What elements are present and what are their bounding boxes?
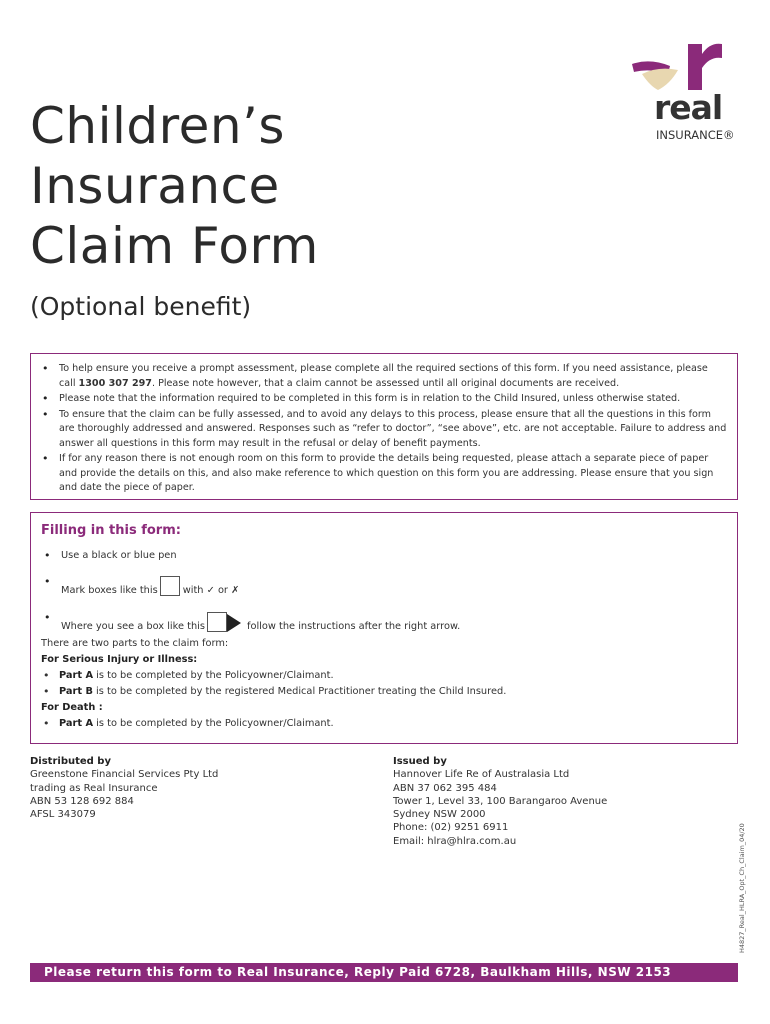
arrow-instruction: • Where you see a box like this follow the instructions after the right arrow. [41, 612, 727, 628]
parts-section [41, 636, 727, 732]
title-line-1: Children’s [30, 97, 285, 155]
part-b-line: • Part B is to be completed by the registered Medical Practitioner treating the Child Insured. [41, 684, 727, 700]
issued-by: Issued by Hannover Life Re of Australasia Ltd ABN 37 062 395 484 Tower 1, Level 33, 100 Barangaroo Avenue Sydney NSW 2000 Phone: (02) 9251 6911 Email: hlra@hlra.com.au [393, 756, 608, 847]
logo-subtext: INSURANCE® [656, 128, 735, 142]
title-line-2: Insurance [30, 157, 280, 215]
return-footer: Please return this form to Real Insurance, Reply Paid 6728, Baulkham Hills, NSW 2153 [30, 963, 738, 982]
title-line-3: Claim Form [30, 217, 319, 275]
filling-heading: Filling in this form: [41, 523, 181, 538]
intro-box [30, 353, 738, 500]
mark-instruction: • Mark boxes like this with ✓ or ✗ [41, 576, 727, 592]
two-parts-text: There are two parts to the claim form: [41, 638, 229, 649]
document-code: H4827_Real_HLRA_Opt_Ch_Claim_04/20 [738, 823, 746, 953]
pen-instruction: • Use a black or blue pen [41, 550, 727, 566]
sample-checkbox-icon [160, 576, 180, 596]
logo-wordmark: real [654, 88, 723, 127]
sample-box-icon [207, 612, 227, 632]
death-part-a-line: • Part A is to be completed by the Policyowner/Claimant. [41, 716, 727, 732]
intro-bullet: • Please note that the information required to be completed in this form is in relation to the Child Insured, unless otherwise stated. [39, 392, 727, 407]
intro-bullet: • To ensure that the claim can be fully assessed, and to avoid any delays to this process, please ensure that all the questions in this form are thoroughly addressed and answered. Responses such as “refer to doctor”, “see above”, etc. are not acceptable. Failure to address and answer all questions in this form may result in the refusal or delay of benefit payments. [39, 408, 727, 452]
page-subtitle: (Optional benefit) [30, 292, 252, 321]
serious-heading: For Serious Injury or Illness: [41, 654, 198, 665]
intro-bullet: • To help ensure you receive a prompt assessment, please complete all the required sections of this form. If you need assistance, please call 1300 307 297. Please note however, that a claim cannot be assessed until all original documents are received. [39, 362, 727, 391]
distributed-by: Distributed by Greenstone Financial Services Pty Ltd trading as Real Insurance ABN 53 128 692 884 AFSL 343079 [30, 756, 219, 821]
right-arrow-icon [227, 614, 241, 632]
page-title [30, 96, 319, 276]
death-heading: For Death : [41, 702, 103, 713]
intro-bullet: • If for any reason there is not enough room on this form to provide the details being requested, please attach a separate piece of paper and provide the details on this, and also make reference to which question on this form you are addressing. Please ensure that you sign and date the piece of paper. [39, 452, 727, 496]
filling-box [30, 512, 738, 744]
part-a-line: • Part A is to be completed by the Policyowner/Claimant. [41, 668, 727, 684]
